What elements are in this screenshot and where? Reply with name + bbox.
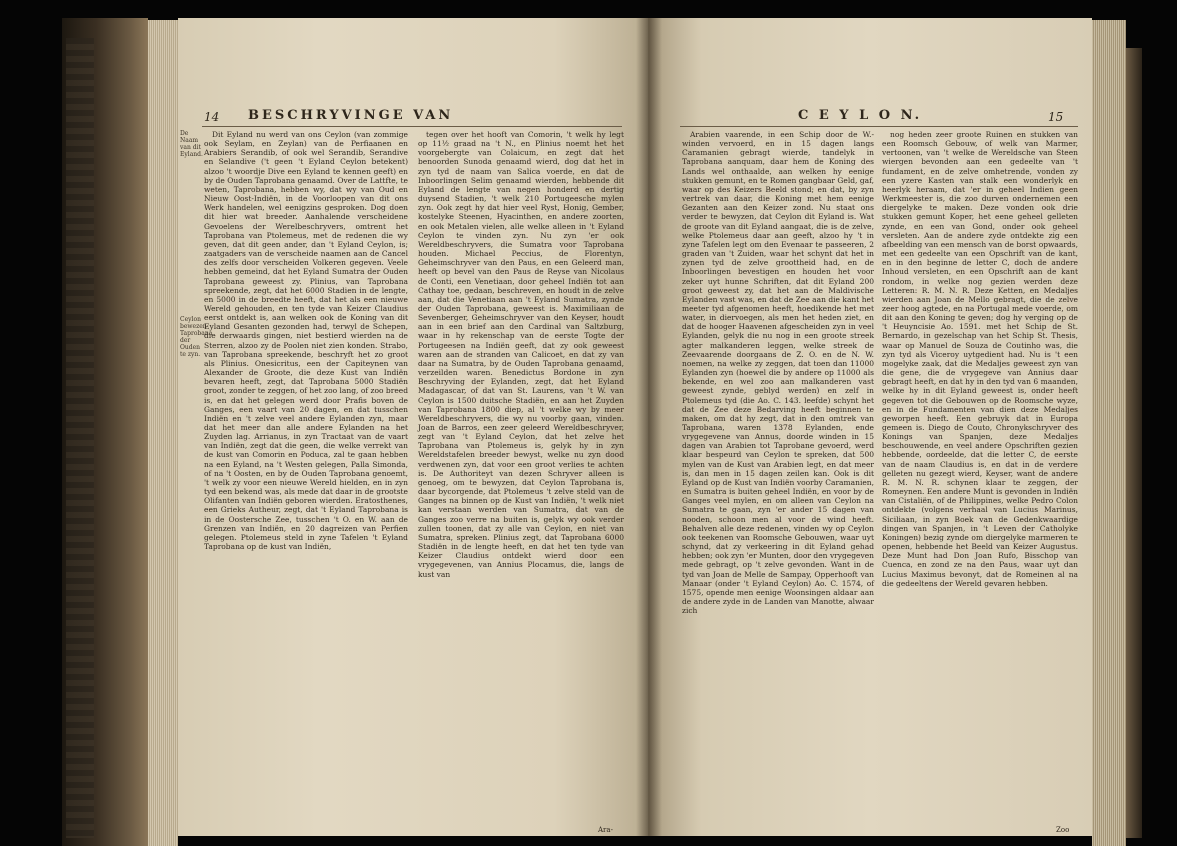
page-edges-left — [148, 20, 178, 846]
catchword: Ara- — [598, 826, 613, 834]
left-header-rule — [202, 126, 622, 127]
open-book — [62, 8, 1142, 846]
margin-note: Ceylon bewezen Taprobana der Ouden te zyn. — [180, 316, 213, 358]
left-page-column-2 — [418, 130, 624, 824]
body-text: Dit Eyland nu werd van ons Ceylon (van zommige ook Seylam, en Zeylan) van de Perfiaanen en Arabiers Serandib, of ook wel Serandib, Serandive en Selandive ('t geen 't Eyland Ceylon betekent) alzoo 't woordje Dive een Eyland te kennen geeft) en by de Ouden Taprobana genaamd. Over de Lattfte, te weten, Taprobana, hebben wy, dat wy van Oud en Nieuw Oost-Indiën, in de Voorloopen van dit ons Werk handelen, wel eenigzins gesproken. Dog doen dit hier wat breeder. Aanhalende verscheidene Gevoelens der Werelbeschryvers, omtrent het Taprobana van Ptolemeus, met de redenen die wy geven, dat dit geen ander, dan 't Eyland Ceylon, is; zaatgaders van de verscheide naamen aan de Cancel des zelfs door verscheiden Volkeren gegeven. Veele hebben gemeind, dat het Eyland Sumatra der Ouden Taprobana geweest zy. Plinius, van Taprobana spreekende, zegt, dat het 6000 Stadien in de lengte, en 5000 in de breedte heeft, dat het als een nieuwe Wereld gehouden, en ten tyde van Keizer Claudius eerst ontdekt is, aan welken ook de Koning van dit Eyland Gesanten gezonden had, terwyl de Schepen, die derwaards gingen, niet bestierd wierden na de Sterren, alzoo zy de Poolen niet zien konden. Strabo, van Taprobana spreekende, beschryft het zo groot als Plinius. Onesicritus, een der Capiteynen van Alexander de Groote, die deze Kust van Indiën bevaren heeft, zegt, dat Taprobana 5000 Stadiën groot, zonder te zeggen, of het zoo lang, of zoo breed is, en dat het gelegen werd door Prafis boven de Ganges, een vaart van 20 dagen, en dat tusschen Indiën en 't zelve veel andere Eylanden zyn, maar dat het meer dan alle andere Eylanden na het Zuyden lag. Arrianus, in zyn Tractaat van de vaart van Indiën, zegt dat die geen, die welke verrekt van de kust van Comorin en Poduca, zal te gaan hebben na een Eyland, na 't Westen gelegen, Palla Simonda, of na 't Oosten, en by de Ouden Taprobana genoemt, 't welk zy voor een nieuwe Wereld hielden, en in zyn tyd een bekend was, als mede dat daar in de grootste Olifanten van Indiën geboren wierden. Eratosthenes, een Grieks Autheur, zegt, dat 't Eyland Taprobana is in de Oostersche Zee, tusschen 't O. en W. aan de Grenzen van Indiën, en 20 dagreizen van Perfien gelegen. Ptolemeus steld in zyne Tafelen 't Eyland Taprobana op de kust van Indiën, — [204, 130, 408, 552]
spine-binding — [66, 38, 94, 838]
right-page-column-1 — [682, 130, 874, 824]
book-cover-right — [1126, 48, 1142, 838]
right-page-header: C E Y L O N. — [798, 108, 923, 123]
right-page-number: 15 — [1048, 110, 1064, 124]
left-page-column-1 — [204, 130, 408, 824]
book-gutter — [636, 18, 662, 836]
catchword: Zoo — [1056, 826, 1070, 834]
body-text: Arabien vaarende, in een Schip door de W.-winden vervoerd, en in 15 dagen langs Caramanien gebragt wierde, tandelyk in Taprobana aanquam, daar hem de Koning des Lands wel onthaalde, aan welken hy eenige stukken gemunt, en te Romen gangbaar Geld, gaf, waar op des Keizers Beeld stond; en dat, by zyn vertrek van daar, die Koning met hem eenige Gezanten aan den Keizer zond. Nu staat ons verder te bewyzen, dat Ceylon dit Eyland is. Wat de groote van dit Eyland aangaat, die is de zelve, welke Ptolemeus daar aan geeft, alzoo hy 't in zyne Tafelen legt om den Evenaar te passeeren, 2 graden van 't Zuiden, waar het schynt dat het in zynen tyd de zelve groottheid had, en de Inboorlingen bevestigen en houden het voor zeker uyt hunne Schriften, dat dit Eyland 200 groot geweest zy, dat het aan de Maldivische Eylanden vast was, en dat de Zee aan die kant het meeter tyd afgenomen heeft, hoedikende het met water, in diervoegen, als men het heden ziet, en dat de hooger Haavenen afgescheiden zyn in veel Eylanden, gelyk die nu nog in een groote streek agter malkanderen leggen, welke streek de Zeevaarende doorgaans de Z. O. en de N. W. noemen, na welke zy zeggen, dat toen dan 11000 Eylanden zyn (hoewel die by andere op 11000 als bekende, en wel zoo aan malkanderen vast geweest zynde, geblyd werden) en zelf in Ptolemeus tyd (die Ao. C. 143. leefde) schynt het dat de Zee deze Bedarving heeft beginnen te maken, om dat hy zegt, dat in den omtrek van Taprobana, waren 1378 Eylanden, ende vrygegevene van Annus, doorde winden in 15 dagen van Arabien tot Taprobane gevoerd, werd klaar bespeurd van Ceylon te spreken, dat 500 mylen van de Kust van Arabien legt, en dat meer is, dan men in 15 dagen zeilen kan. Ook is dit Eyland op de Kust van Indiën voorby Caramanien, en Sumatra is buiten geheel Indiën, en voor by de Ganges veel mylen, en om alleen van Ceylon na Sumatra te gaan, zyn 'er ander 15 dagen van nooden, schoon men al voor de wind heeft. Behalven alle deze redenen, vinden wy op Ceylon ook teekenen van Roomsche Gebouwen, waar uyt schynd, dat zy verkeering in dit Eyland gehad hebben; ook zyn 'er Munten, door den vrygegeven mede gebragt, op 't zelve gevonden. Want in de tyd van Joan de Melle de Sampay, Opperhooft van Manaar (onder 't Eyland Ceylon) Ao. C. 1574, of 1575, opende men eenige Woonsingen aldaar aan de andere zyde in de Landen van Manotte, alwaar zich — [682, 130, 874, 616]
book-cover-left — [62, 18, 148, 846]
right-header-rule — [680, 126, 1078, 127]
margin-note: De Naam van dit Eyland. — [180, 130, 203, 158]
page-edges-right — [1092, 20, 1126, 846]
body-text: tegen over het hooft van Comorin, 't welk hy legt op 11½ graad na 't N., en Plinius noemt het het voorgebergte van Colaicum, en zegt dat het benoorden Sunoda genaamd wierd, dog dat het in zyn tyd de naam van Salica voerde, en dat de Inboorlingen Selim genaamd wierden, hebbende dit Eyland de lengte van negen honderd en dertig duysend Stadien, 't welk 210 Portugeesche mylen zyn. Ook zegt hy dat hier veel Ryst, Honig, Gember, kostelyke Steenen, Hyacinthen, en andere zoorten, en ook Metalen vielen, alle welke alleen in 't Eyland Ceylon te vinden zyn. Nu zyn 'er ook Wereldbeschryvers, die Sumatra voor Taprobana houden. Michael Peccius, de Florentyn, Geheimschryver van den Paus, en een Geleerd man, heeft op bevel van den Paus de Reyse van Nicolaus de Conti, een Venetiaan, door geheel Indiën tot aan Cathay toe, gedaan, beschreven, en houdt in de zelve aan, dat die Venetiaan aan 't Eyland Sumatra, zynde der Ouden Taprobana, geweest is. Maximiliaan de Sevenberger, Geheimschryver van den Keyser, houdt aan in een brief aan den Cardinal van Saltzburg, waar in hy rekenschap van de eerste Togte der Portugeesen na Indiën geeft, dat zy ook geweest waren aan de stranden van Calicoet, en dat zy van daar na Sumatra, by de Ouden Taprobana genaamd, verzeilden waren. Benedictus Bordone in zyn Beschryving der Eylanden, zegt, dat het Eyland Madagascar, of dat van St. Laurens, van 't W. van Ceylon is 1500 duitsche Stadiën, en aan het Zuyden van Taprobana 1800 diep, al 't welke wy by meer Wereldbeschryvers, die wy nu voorby gaan, vinden. Joan de Barros, een zeer geleerd Wereldbeschryver, zegt van 't Eyland Ceylon, dat het zelve het Taprobana van Ptolemeus is, gelyk hy in zyn Wereldstafelen breeder bewyst, welke nu zyn dood verdwenen zyn, dat voor een groot verlies te achten is. De Authoriteyt van dezen Schryver alleen is genoeg, om te bewyzen, dat Ceylon Taprobana is, daar bycorgende, dat Ptolemeus 't zelve steld van de Ganges na binnen op de Kust van Indiën, 't welk niet kan verstaan werden van Sumatra, dat van de Ganges zoo verre na buiten is, gelyk wy ook verder zullen toonen, dat zy alle van Ceylon, en niet van Sumatra, spreken. Plinius zegt, dat Taprobana 6000 Stadiën in de lengte heeft, en dat het ten tyde van Keizer Claudius ontdekt wierd door een vrygegevenen, van Annius Plocamus, die, langs de kust van — [418, 130, 624, 579]
left-page — [178, 18, 648, 836]
right-page — [648, 18, 1092, 836]
body-text: nog heden zeer groote Ruinen en stukken van een Roomsch Gebouw, of welk van Marmer, vertoonen, van 't welke de Wereldsche van Steen wiergen bevonden aan een gedeelte van 't fundament, en de zelve omhetrende, vonden zy een yzere Kasten van stalk een wonderlyk en heerlyk heraam, dat 'er in geheel Indien geen Werkmeester is, die zoo durven ondernemen een diergelyke te maken. Deze vonden ook drie stukken gemunt Koper, het eene geheel gelleten zynde, en een van Gond, onder ook geheel versleten. Aan de andere zyde ontdekte zig een afbeelding van een mensch van de borst opwaards, met een gedeelte van een Opschrift van de kant, en in den beginne de letter C, doch de andere Inhoud versleten, en een Opschrift aan de kant rondom, in welke nog gezien werden deze Letteren: R. M. N. R. Deze Ketten, en Medaljes wierden aan Joan de Mello gebragt, die de zelve zeer hoog agtede, en na Portugal mede voerde, om dit aan den Koning te geven; dog hy verging op de 't Heuyncisie Ao. 1591. met het Schip de St. Bernardo, in gezelschap van het Schip St. Thesis, waar op Manuel de Souza de Coutinho was, die zyn tyd als Viceroy uytgedient had. Nu is 't een mogelyke zaak, dat die Medaljes geweest zyn van die gene, die de vrygegeve van Annius daar gebragt heeft, en dat hy in den tyd van 6 maanden, welke hy in dit Eyland geweest is, onder heeft gegeven tot die Gebouwen op de Roomsche wyze, en in de Fundamenten van dien deze Medaljes geworpen heeft. Een gebruyk dat in Europa gemeen is. Diego de Couto, Chronykschryver des Konings van Spanjen, deze Medaljes beschouwende, en veel andere Opschriften gezien hebbende, oordeelde, dat die letter C, de eerste van de naam Claudius is, en dat in de verdere gelleten nu gezegt wierd, Keyser, want de andere R. M. N. R. schynen klaar te zeggen, der Romeynen. Een andere Munt is gevonden in Indiën van Cistaliën, of de Philippines, welke Pedro Colon ontdekte (volgens verhaal van Lucius Marinus, Siciliaan, in zyn Boek van de Gedenkwaardige dingen van Spanjen, in 't Leven der Catholyke Koningen) bezig zynde om diergelyke marmeren te openen, hebbende het Beeld van Keizer Augustus. Deze Munt had Don Joan Rufo, Bisschop van Cuenca, en zond ze na den Paus, waar uyt dan Lucius Maximus bevonyt, dat de Romeinen al na die gedeeltens der Wereld gevaren hebben. — [882, 130, 1078, 588]
left-page-header: BESCHRYVINGE VAN — [248, 108, 454, 123]
left-page-number: 14 — [204, 110, 220, 124]
right-page-column-2 — [882, 130, 1078, 824]
